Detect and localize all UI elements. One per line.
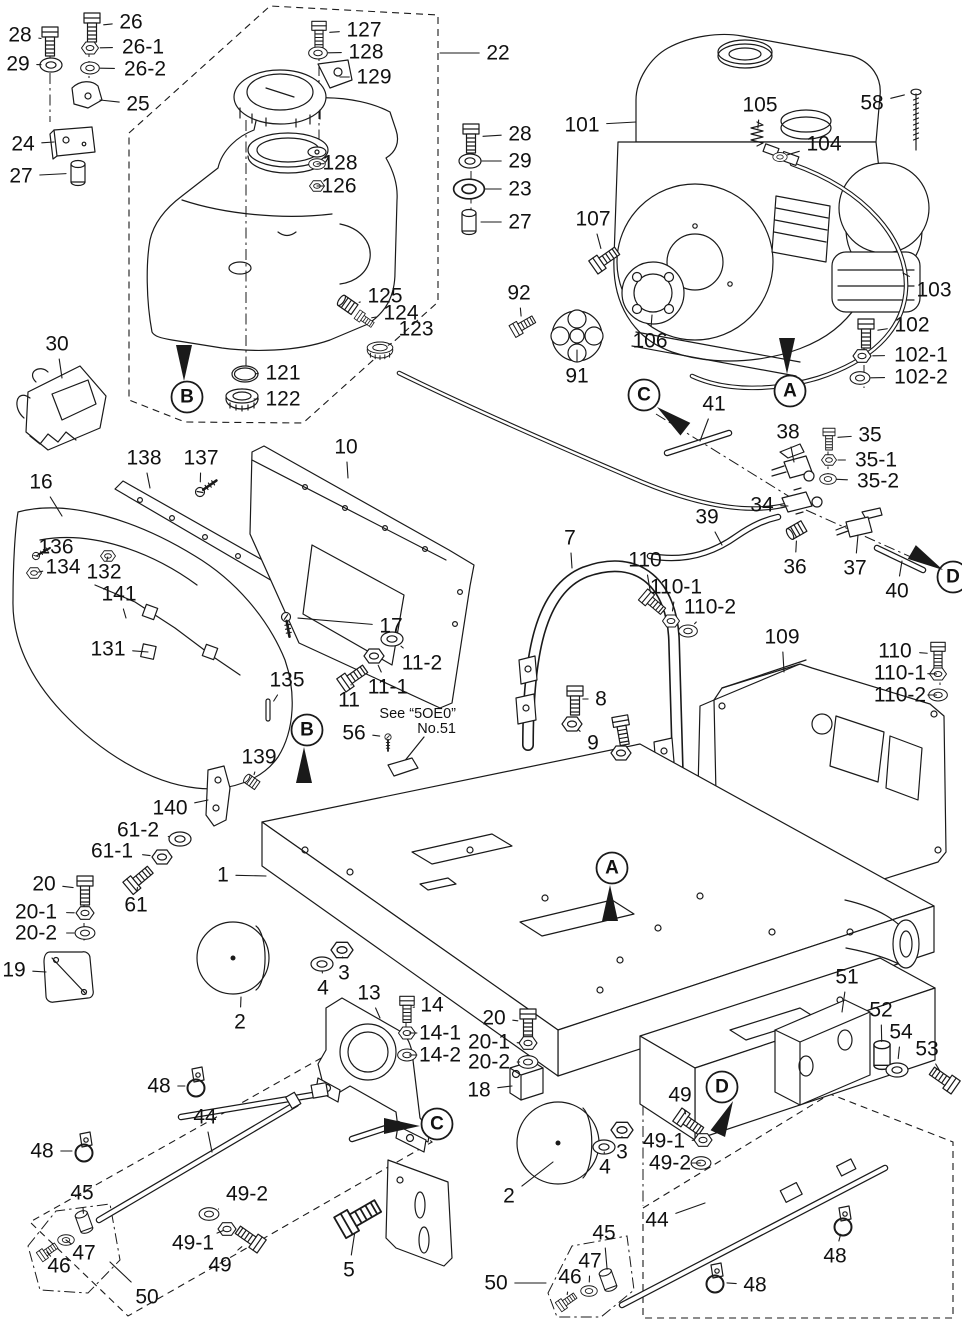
part-bolt-icon (42, 27, 58, 56)
part-label-91: 91 (565, 364, 589, 388)
part-nut-icon (82, 42, 99, 54)
leader-line (254, 772, 255, 775)
part-label-141: 141 (101, 582, 137, 606)
part-label-46: 46 (47, 1254, 71, 1278)
svg-text:B: B (180, 386, 194, 408)
part-label-121: 121 (265, 361, 301, 385)
leader-line (520, 308, 521, 316)
part-label-3: 3 (616, 1140, 628, 1164)
part-clip-icon (188, 1067, 205, 1097)
view-marker-C (629, 380, 691, 436)
part-label-101: 101 (564, 113, 600, 137)
part-label-29: 29 (6, 52, 30, 76)
part-label-110-1: 110-1 (649, 575, 703, 599)
part-label-61: 61 (124, 893, 148, 917)
part-label-18: 18 (467, 1078, 491, 1102)
direction-arrow (779, 338, 795, 374)
part-nut-icon (519, 1037, 537, 1050)
part-nut-icon (364, 649, 384, 663)
part-label-14-1: 14-1 (418, 1021, 462, 1045)
part-label-20-1: 20-1 (467, 1030, 511, 1054)
part-label-129: 129 (356, 65, 392, 89)
part-label-23: 23 (508, 177, 532, 201)
part-label-19: 19 (2, 958, 26, 982)
part-label-11-2: 11-2 (401, 651, 443, 675)
part-spacer-icon (74, 1209, 94, 1234)
part-label-102: 102 (894, 313, 930, 337)
part-oring-icon (232, 366, 258, 382)
part-label-20-1: 20-1 (14, 900, 58, 924)
part-label-44: 44 (193, 1105, 217, 1129)
leader-line (920, 653, 928, 654)
part-label-125: 125 (367, 284, 403, 308)
part-washer-icon (81, 62, 100, 74)
part-spacer-icon (462, 210, 476, 235)
valve-group (399, 373, 923, 570)
svg-text:D: D (715, 1076, 729, 1098)
part-bolt-icon (312, 21, 326, 47)
part-label-1: 1 (217, 863, 229, 887)
part-nut-icon (27, 568, 42, 579)
part-label-47: 47 (578, 1249, 602, 1273)
part-label-102-1: 102-1 (894, 343, 948, 367)
damper-2-bottom (517, 1102, 599, 1184)
part-label-50: 50 (135, 1285, 159, 1309)
part-label-134: 134 (45, 555, 81, 579)
leader-line (605, 1248, 607, 1269)
part-clip-icon (835, 1206, 852, 1236)
svg-text:C: C (430, 1113, 444, 1135)
flange-106 (622, 262, 684, 324)
leader-line (347, 462, 348, 478)
part-label-27: 27 (9, 164, 33, 188)
part-label-30: 30 (45, 332, 69, 356)
part-label-25: 25 (126, 92, 150, 116)
direction-arrow (657, 407, 690, 435)
part-label-104: 104 (806, 132, 842, 156)
leader-line (715, 532, 722, 545)
part-label-110-2: 110-2 (873, 683, 927, 707)
part-nut-icon (663, 615, 680, 627)
part-washer-icon (773, 152, 787, 161)
part-bolt-icon (354, 310, 375, 329)
part-bolt-icon (77, 876, 93, 905)
part-label-28: 28 (508, 122, 532, 146)
part-label-22: 22 (486, 41, 510, 65)
part-washer-icon (459, 154, 481, 168)
part-label-122: 122 (265, 387, 301, 411)
part-washer-icon (75, 927, 95, 940)
part-label-39: 39 (695, 505, 719, 529)
part-washer-icon (850, 372, 870, 385)
part-nut-icon (562, 717, 582, 731)
leader-line (63, 886, 73, 887)
leader-line (900, 561, 903, 576)
leader-line (147, 473, 150, 488)
part-label-7: 7 (564, 526, 576, 550)
svg-text:A: A (783, 380, 797, 402)
part-bolt-icon (233, 1223, 266, 1253)
part-label-45: 45 (70, 1181, 94, 1205)
view-marker-B (292, 715, 323, 784)
part-label-13: 13 (357, 981, 381, 1005)
svg-text:D: D (946, 566, 960, 588)
part-nut-icon (853, 350, 871, 363)
part-label-26-2: 26-2 (123, 57, 167, 81)
leader-line (878, 329, 887, 330)
part-nut-icon (611, 1122, 633, 1137)
leader-line (238, 1247, 242, 1250)
part-label-36: 36 (783, 555, 807, 579)
part-washer-icon (454, 179, 485, 199)
part-label-109: 109 (764, 625, 800, 649)
part-label-10: 10 (334, 435, 358, 459)
part-label-35-1: 35-1 (854, 448, 898, 472)
part-label-27: 27 (508, 210, 532, 234)
part-label-28: 28 (8, 23, 32, 47)
svg-text:C: C (637, 384, 651, 406)
leader-line (143, 855, 150, 856)
part-cap-icon (226, 389, 258, 411)
part-label-61-1: 61-1 (90, 839, 134, 863)
part-label-5: 5 (343, 1258, 355, 1282)
part-label-35-2: 35-2 (856, 469, 900, 493)
part-label-3: 3 (338, 961, 350, 985)
part-label-135: 135 (269, 668, 305, 692)
part-nut-icon (218, 1223, 236, 1236)
part-nut-icon (694, 1134, 712, 1147)
part-label-53: 53 (915, 1037, 939, 1061)
part-label-137: 137 (183, 446, 219, 470)
part-label-136: 136 (38, 535, 74, 559)
part-label-37: 37 (843, 556, 867, 580)
part-label-107: 107 (575, 207, 611, 231)
part-longscrew-icon (911, 89, 921, 150)
part-label-45: 45 (592, 1221, 616, 1245)
part-label-131: 131 (90, 637, 126, 661)
leader-line (796, 541, 797, 552)
bracket-19 (44, 952, 93, 1002)
part-bolt-icon (612, 715, 633, 746)
part-label-48: 48 (147, 1074, 171, 1098)
part-label-8: 8 (595, 687, 607, 711)
leader-line (376, 1008, 380, 1018)
part-label-140: 140 (152, 796, 188, 820)
see-note-line2: No.51 (417, 721, 456, 737)
bracket-24-25 (50, 82, 102, 159)
part-nut-icon (822, 455, 837, 466)
part-label-9: 9 (587, 731, 599, 755)
wheel-chock (17, 366, 106, 450)
leader-line (100, 100, 119, 102)
part-washer-icon (581, 1286, 598, 1297)
see-note-clip (388, 758, 418, 776)
part-label-58: 58 (860, 91, 884, 115)
part-washer-icon (199, 1208, 219, 1221)
part-label-20: 20 (482, 1006, 506, 1030)
damper-2-left (197, 922, 269, 994)
part-label-139: 139 (241, 745, 277, 769)
part-barb-icon (785, 521, 807, 541)
part-spacer-icon (874, 1041, 890, 1070)
part-label-14-2: 14-2 (418, 1043, 462, 1067)
part-label-38: 38 (776, 420, 800, 444)
part-label-26: 26 (119, 10, 143, 34)
leader-line (513, 1020, 518, 1021)
leader-line (373, 735, 380, 736)
leader-line (208, 1132, 212, 1152)
direction-arrow (176, 345, 192, 381)
part-label-44: 44 (645, 1208, 669, 1232)
part-label-49-1: 49-1 (171, 1231, 215, 1255)
part-label-2: 2 (503, 1184, 515, 1208)
part-label-34: 34 (750, 493, 774, 517)
part-nut-icon (76, 907, 94, 920)
leader-line (330, 32, 340, 33)
part-label-49: 49 (668, 1083, 692, 1107)
part-label-48: 48 (823, 1244, 847, 1268)
part-label-24: 24 (11, 132, 35, 156)
part-label-102-2: 102-2 (894, 365, 948, 389)
part-label-49: 49 (208, 1253, 232, 1277)
part-label-48: 48 (30, 1139, 54, 1163)
part-label-14: 14 (420, 993, 444, 1017)
leader-line (578, 730, 580, 732)
part-label-2: 2 (234, 1010, 246, 1034)
part-label-16: 16 (29, 470, 53, 494)
svg-text:B: B (300, 719, 314, 741)
part-label-110: 110 (878, 639, 912, 663)
leader-line (372, 317, 377, 318)
part-washer-icon (169, 832, 191, 846)
leader-line (236, 875, 266, 876)
leader-line (758, 120, 759, 128)
part-label-52: 52 (869, 998, 893, 1022)
part-washer-icon (309, 47, 328, 59)
part-washer-icon (679, 625, 698, 637)
part-label-128: 128 (322, 151, 358, 175)
leader-line (571, 553, 572, 568)
part-label-29: 29 (508, 149, 532, 173)
part-label-54: 54 (889, 1020, 913, 1044)
part-bolt-icon (509, 313, 537, 337)
part-label-126: 126 (321, 174, 357, 198)
leader-line (607, 122, 636, 124)
leader-line (42, 142, 54, 143)
part-label-138: 138 (126, 446, 162, 470)
part-label-123: 123 (398, 317, 434, 341)
leader-line (676, 1203, 705, 1213)
part-label-106: 106 (632, 329, 668, 353)
part-label-110-1: 110-1 (873, 661, 927, 685)
part-bolt-icon (823, 428, 835, 450)
part-label-105: 105 (742, 93, 778, 117)
part-bolt-icon (334, 1196, 384, 1239)
leader-line (838, 436, 851, 437)
part-label-35: 35 (858, 423, 882, 447)
view-marker-B (172, 345, 203, 413)
leader-line (351, 1234, 354, 1255)
part-bolt-icon (927, 1064, 960, 1094)
leader-line (110, 1262, 131, 1282)
part-clip-icon (707, 1263, 724, 1293)
leader-line (891, 95, 905, 98)
part-label-128: 128 (348, 40, 384, 64)
direction-arrow (296, 747, 312, 783)
part-label-49-2: 49-2 (225, 1182, 269, 1206)
part-bolt-icon (858, 319, 874, 348)
part-bolt-icon (567, 686, 583, 715)
part-bolt-icon (931, 642, 945, 668)
part-bolt-icon (400, 996, 414, 1022)
part-label-4: 4 (599, 1155, 611, 1179)
part-label-26-1: 26-1 (121, 35, 165, 59)
leader-line (483, 135, 501, 136)
part-label-41: 41 (702, 392, 726, 416)
part-label-61-2: 61-2 (116, 818, 160, 842)
svg-text:A: A (605, 857, 619, 879)
part-screw-icon (385, 734, 391, 751)
part-washer-icon (40, 58, 62, 72)
part-washer-icon (820, 474, 837, 485)
part-label-49-2: 49-2 (648, 1151, 692, 1175)
leader-line (40, 174, 66, 175)
part-label-20-2: 20-2 (14, 921, 58, 945)
part-label-56: 56 (342, 721, 366, 745)
bracket-plate-5 (386, 1160, 452, 1266)
part-label-17: 17 (379, 614, 403, 638)
part-label-132: 132 (86, 560, 122, 584)
part-pin-icon (266, 699, 270, 721)
part-label-110-2: 110-2 (683, 595, 737, 619)
part-bolt-icon (84, 13, 100, 42)
part-label-124: 124 (383, 301, 419, 325)
part-label-92: 92 (507, 281, 531, 305)
leader-line (856, 535, 858, 553)
part-bolt-icon (463, 124, 479, 153)
part-nut-icon (152, 850, 172, 864)
leader-line (727, 1283, 736, 1284)
leader-line (597, 234, 601, 248)
part-label-11-1: 11-1 (367, 675, 409, 699)
part-label-103: 103 (916, 278, 952, 302)
see-note-line1: See “5OE0” (379, 706, 456, 722)
part-label-48: 48 (743, 1273, 767, 1297)
part-washer-icon (311, 957, 333, 971)
part-label-110: 110 (628, 548, 662, 572)
part-label-49-1: 49-1 (642, 1129, 686, 1153)
leader-line (695, 622, 697, 624)
part-nut-icon (611, 746, 631, 760)
part-nut-icon (331, 942, 353, 957)
part-bolt-icon (123, 864, 155, 895)
part-label-4: 4 (317, 976, 329, 1000)
water-tank (147, 60, 397, 350)
part-label-51: 51 (835, 965, 859, 989)
part-label-50: 50 (484, 1271, 508, 1295)
part-spacer-icon (71, 161, 85, 186)
part-label-20-2: 20-2 (467, 1050, 511, 1074)
part-label-11: 11 (338, 688, 360, 712)
part-label-47: 47 (72, 1241, 96, 1265)
part-label-20: 20 (32, 872, 56, 896)
part-label-127: 127 (346, 18, 382, 42)
part-washer-icon (518, 1056, 538, 1069)
part-barb-icon (336, 294, 358, 314)
part-clip-icon (76, 1132, 93, 1162)
part-screw-icon (194, 477, 219, 498)
part-label-40: 40 (885, 579, 909, 603)
part-label-46: 46 (558, 1265, 582, 1289)
part-washer-icon (886, 1063, 908, 1077)
leader-line (104, 24, 113, 25)
